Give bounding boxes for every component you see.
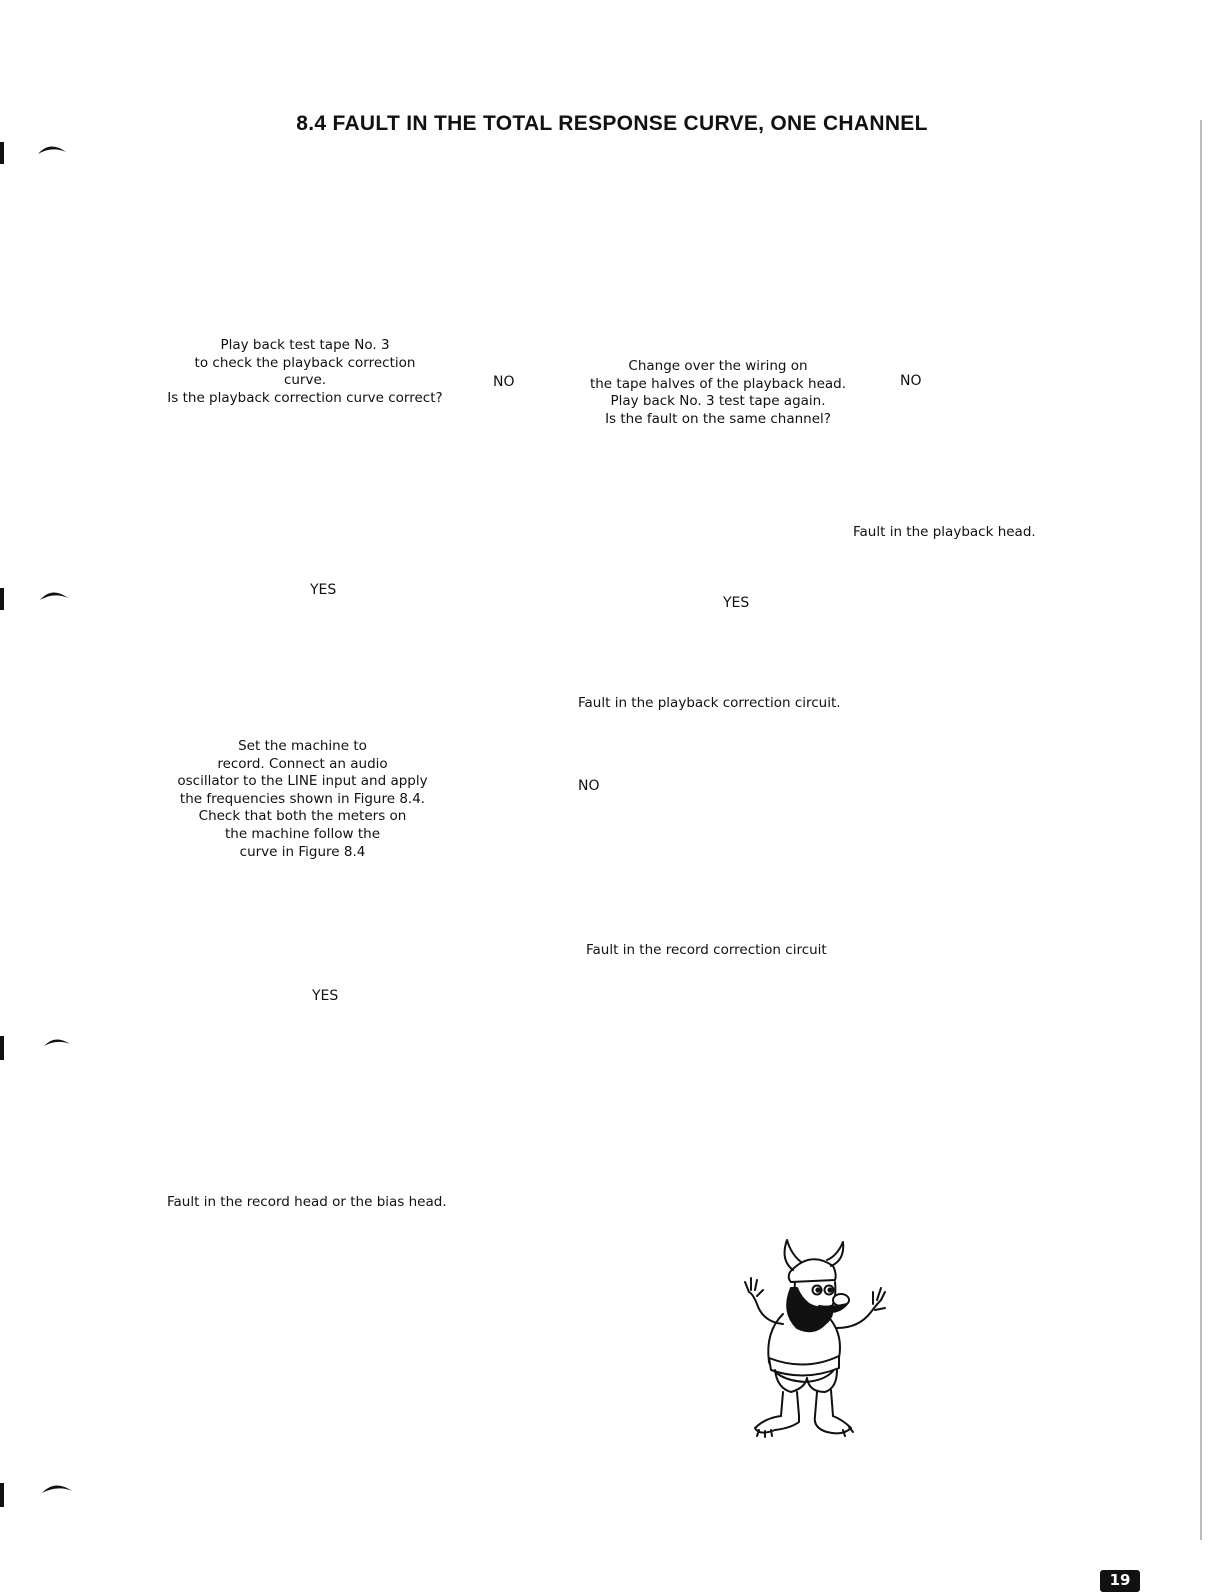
decision-text-line: curve in Figure 8.4 xyxy=(239,843,366,860)
decision-swap-wiring xyxy=(578,358,858,428)
result-record-or-bias-head: Fault in the record head or the bias head. xyxy=(167,1194,447,1210)
branch-no-label: NO xyxy=(578,778,600,794)
page-edge-line xyxy=(1200,120,1202,1540)
branch-yes-label: YES xyxy=(723,595,750,611)
page-number: 19 xyxy=(1100,1570,1140,1592)
decision-playback-curve xyxy=(160,337,450,407)
decision-text-line: Check that both the meters on xyxy=(198,808,407,825)
decision-text-line: Is the playback correction curve correct? xyxy=(167,389,443,406)
branch-no-label: NO xyxy=(493,374,515,390)
decision-text-line: Play back No. 3 test tape again. xyxy=(610,393,826,410)
decision-text-line: to check the playback correction xyxy=(194,354,416,371)
decision-text-line: record. Connect an audio xyxy=(217,755,388,772)
decision-text-line: Change over the wiring on xyxy=(628,358,808,374)
decision-text-line: the tape halves of the playback head. xyxy=(589,375,847,392)
result-playback-correction: Fault in the playback correction circuit. xyxy=(578,695,841,711)
decision-text-line: Play back test tape No. 3 xyxy=(220,337,390,353)
result-playback-head: Fault in the playback head. xyxy=(853,524,1036,540)
decision-text-line: Is the fault on the same channel? xyxy=(605,410,831,427)
decision-text-line: the frequencies shown in Figure 8.4. xyxy=(179,790,426,807)
branch-yes-label: YES xyxy=(312,988,339,1004)
decision-text-line: curve. xyxy=(283,372,327,389)
decision-record-test xyxy=(150,738,455,861)
page-title: 8.4 FAULT IN THE TOTAL RESPONSE CURVE, ONE CHANNEL xyxy=(296,112,928,135)
binding-mark-1 xyxy=(0,136,75,166)
branch-no-label: NO xyxy=(900,373,922,389)
binding-mark-4 xyxy=(0,1477,75,1507)
decision-text-line: oscillator to the LINE input and apply xyxy=(177,773,428,790)
branch-yes-label: YES xyxy=(310,582,337,598)
binding-mark-3 xyxy=(0,1030,75,1060)
decision-text-line: Set the machine to xyxy=(238,738,367,754)
decision-text-line: the machine follow the xyxy=(224,825,380,842)
result-record-correction: Fault in the record correction circuit xyxy=(586,942,827,958)
binding-mark-2 xyxy=(0,582,75,612)
viking-mascot-illustration xyxy=(735,1232,895,1442)
